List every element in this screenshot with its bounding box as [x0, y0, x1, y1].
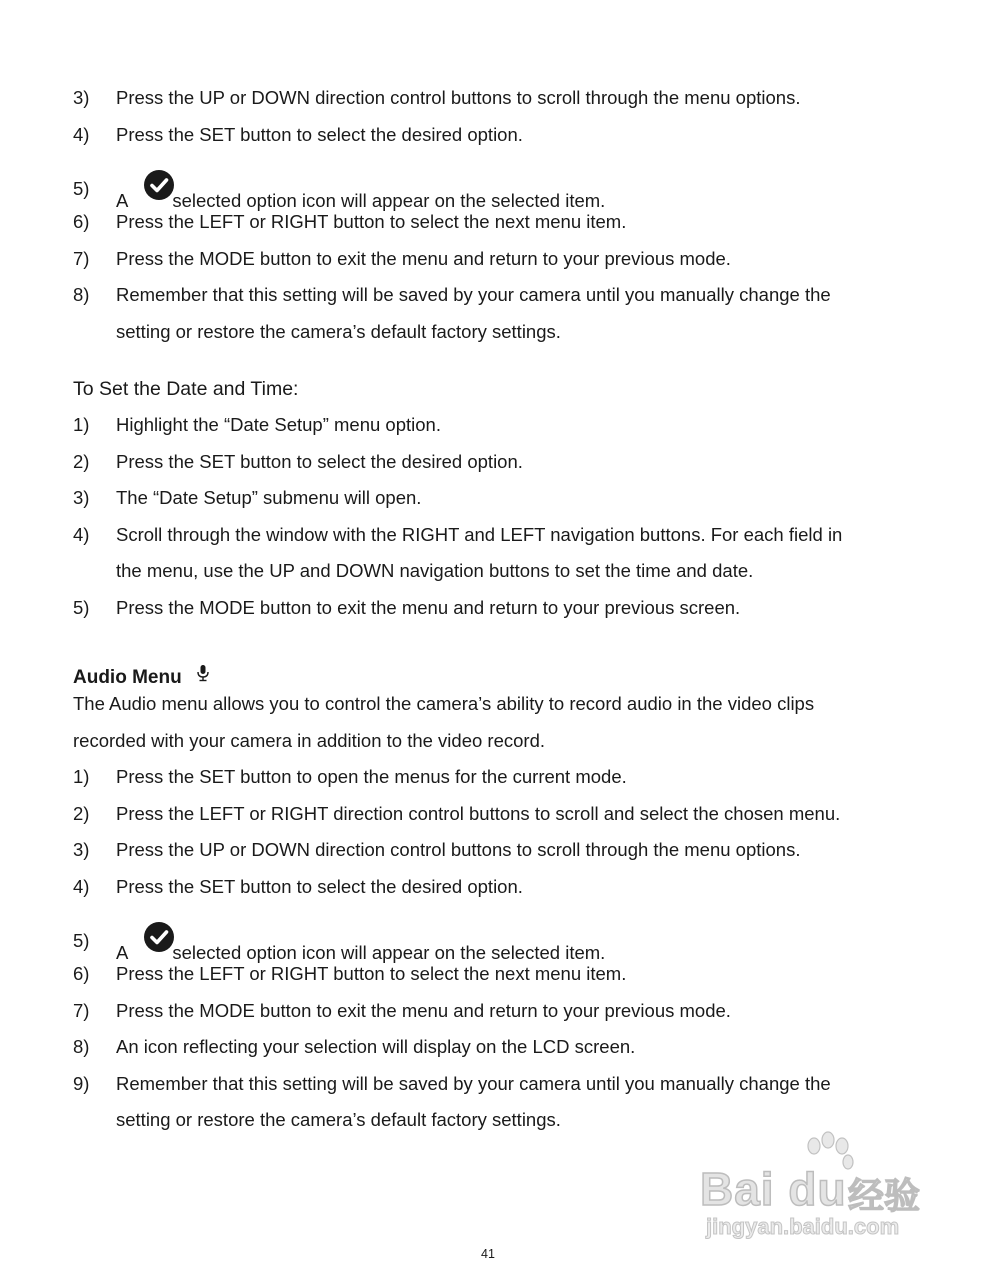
- list-item: 3) Press the UP or DOWN direction control buttons to scroll through the menu options.: [73, 87, 801, 108]
- watermark-cn-text: 经验: [848, 1175, 921, 1216]
- page-number: 41: [481, 1247, 495, 1261]
- list-item-continuation: setting or restore the camera’s default factory settings.: [116, 1109, 561, 1130]
- list-item: 5) A selected option icon will appear on the selected item.: [73, 905, 893, 956]
- menu-steps-list: [73, 80, 893, 350]
- watermark-logo-text: Bai du: [700, 1163, 847, 1215]
- audio-section-title: Audio Menu: [73, 667, 182, 688]
- list-item: 4) Scroll through the window with the RIGHT and LEFT navigation buttons. For each field in: [73, 523, 843, 545]
- list-item: 1) Highlight the “Date Setup” menu option.: [73, 414, 441, 435]
- audio-intro-line: recorded with your camera in addition to the video record.: [73, 729, 546, 751]
- list-item: 5) A selected option icon will appear on the selected item.: [73, 153, 893, 204]
- list-item: 3) Press the UP or DOWN direction control buttons to scroll through the menu options.: [73, 839, 801, 860]
- list-item: 8) Remember that this setting will be saved by your camera until you manually change the: [73, 284, 831, 305]
- audio-steps-list: [73, 759, 893, 1139]
- list-item: 2) Press the SET button to select the desired option.: [73, 450, 523, 472]
- microphone-icon: [196, 664, 210, 682]
- watermark-url: jingyan.baidu.com: [706, 1214, 900, 1239]
- checkmark-circle-icon: [144, 922, 174, 952]
- list-item-continuation: the menu, use the UP and DOWN navigation buttons to set the time and date.: [116, 560, 754, 581]
- list-item: 7) Press the MODE button to exit the menu and return to your previous mode.: [73, 999, 731, 1021]
- baidu-jingyan-watermark: [700, 1130, 940, 1250]
- list-item: 3) The “Date Setup” submenu will open.: [73, 487, 422, 508]
- audio-intro: [73, 686, 893, 759]
- list-item: 1) Press the SET button to open the menus for the current mode.: [73, 766, 627, 787]
- list-item: 6) Press the LEFT or RIGHT button to select the next menu item.: [73, 211, 627, 232]
- list-item: 5) Press the MODE button to exit the menu and return to your previous screen.: [73, 596, 741, 618]
- date-section-title: To Set the Date and Time:: [73, 378, 299, 400]
- list-item: 2) Press the LEFT or RIGHT direction control buttons to scroll and select the chosen menu.: [73, 802, 841, 824]
- list-item-continuation: setting or restore the camera’s default factory settings.: [116, 320, 561, 342]
- list-item: 6) Press the LEFT or RIGHT button to select the next menu item.: [73, 963, 627, 984]
- list-item: 9) Remember that this setting will be saved by your camera until you manually change the: [73, 1072, 831, 1094]
- checkmark-circle-icon: [144, 170, 174, 200]
- list-item: 4) Press the SET button to select the desired option.: [73, 123, 523, 145]
- date-steps-list: [73, 407, 893, 626]
- list-item: 7) Press the MODE button to exit the menu and return to your previous mode.: [73, 247, 731, 269]
- list-item: 8) An icon reflecting your selection will display on the LCD screen.: [73, 1036, 636, 1057]
- audio-intro-line: The Audio menu allows you to control the camera’s ability to record audio in the video clips: [73, 693, 815, 714]
- list-item: 4) Press the SET button to select the desired option.: [73, 875, 523, 897]
